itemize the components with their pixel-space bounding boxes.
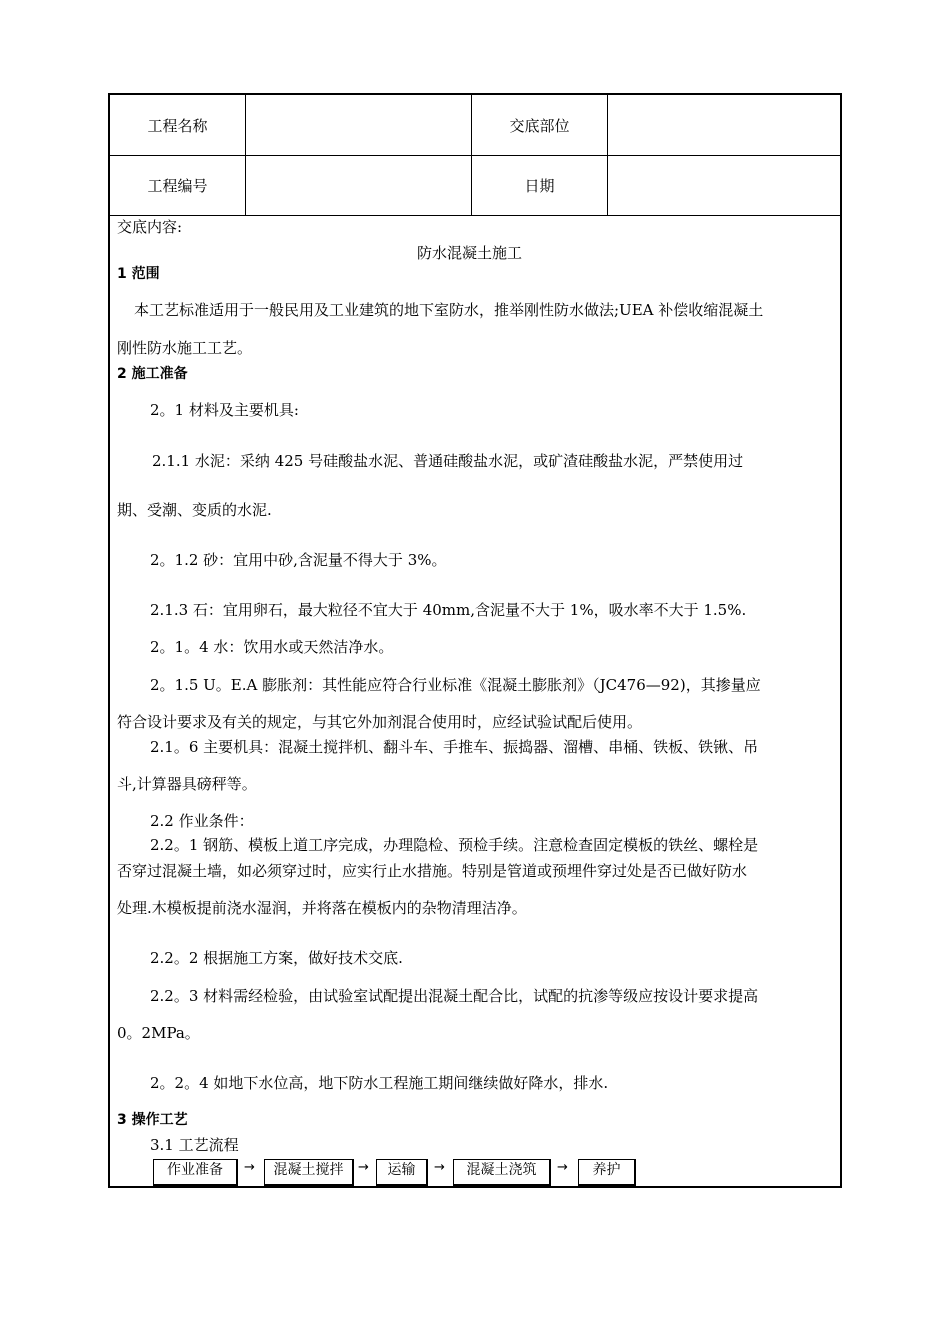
date-field[interactable]: [608, 155, 840, 215]
flow-arrow-icon: →: [358, 1160, 369, 1175]
flow-arrow-icon: →: [434, 1160, 445, 1175]
s211-line2: 期、受潮、变质的水泥.: [117, 501, 272, 519]
flow-step-transport: 运输: [376, 1159, 428, 1186]
s31-text: 3.1 工艺流程: [150, 1136, 239, 1154]
location-label: 交底部位: [472, 95, 608, 155]
section-1-heading: 1 范围: [117, 266, 160, 282]
s223-line2: 0。2MPa。: [117, 1024, 200, 1042]
s215-line2: 符合设计要求及有关的规定，与其它外加剂混合使用时，应经试验试配后使用。: [117, 713, 643, 731]
project-name-label: 工程名称: [110, 95, 246, 155]
project-name-field[interactable]: [246, 95, 472, 155]
s22-text: 2.2 作业条件：: [150, 812, 254, 830]
s1-para-line1: 本工艺标准适用于一般民用及工业建筑的地下室防水，推举刚性防水做法;UEA 补偿收缩混凝土: [134, 301, 764, 319]
s216-line1: 2.1。6 主要机具：混凝土搅拌机、翻斗车、手推车、振捣器、溜槽、串桶、铁板、铁锹、吊: [150, 738, 759, 756]
project-no-field[interactable]: [246, 155, 472, 215]
s215-line1: 2。1.5 U。E.A 膨胀剂：其性能应符合行业标准《混凝土膨胀剂》（JC476—92)，其掺量应: [150, 676, 761, 694]
flow-step-mixing: 混凝土搅拌: [264, 1159, 354, 1186]
s216-line2: 斗,计算器具磅秤等。: [117, 775, 257, 793]
section-3-heading: 3 操作工艺: [117, 1112, 188, 1128]
flow-step-curing: 养护: [578, 1159, 636, 1186]
location-field[interactable]: [608, 95, 840, 155]
s211-line1: 2.1.1 水泥：采纳 425 号硅酸盐水泥、普通硅酸盐水泥，或矿渣硅酸盐水泥，严禁使用过: [152, 452, 744, 470]
s221-line3: 处理.木模板提前浇水湿润，并将落在模板内的杂物清理洁净。: [117, 899, 527, 917]
flow-arrow-icon: →: [557, 1160, 568, 1175]
s212-text: 2。1.2 砂：宜用中砂,含泥量不得大于 3%。: [150, 551, 447, 569]
flow-step-prep: 作业准备: [153, 1159, 238, 1186]
doc-title: 防水混凝土施工: [417, 244, 523, 262]
section-2-heading: 2 施工准备: [117, 366, 188, 382]
header-row-1: [110, 95, 840, 156]
header-row-2: [110, 155, 840, 216]
s224-text: 2。2。4 如地下水位高，地下防水工程施工期间继续做好降水，排水.: [150, 1074, 609, 1092]
s21-text: 2。1 材料及主要机具:: [150, 401, 299, 419]
s213-text: 2.1.3 石：宜用卵石，最大粒径不宜大于 40mm,含泥量不大于 1%，吸水率不大于 1.5%.: [150, 601, 747, 619]
date-label: 日期: [472, 155, 608, 215]
project-no-label: 工程编号: [110, 155, 246, 215]
s222-text: 2.2。2 根据施工方案，做好技术交底.: [150, 949, 403, 967]
intro-label: 交底内容:: [117, 218, 183, 236]
s221-line1: 2.2。1 钢筋、模板上道工序完成，办理隐检、预检手续。注意检查固定模板的铁丝、螺栓是: [150, 836, 759, 854]
flow-arrow-icon: →: [244, 1160, 255, 1175]
s223-line1: 2.2。3 材料需经检验，由试验室试配提出混凝土配合比，试配的抗渗等级应按设计要求提高: [150, 987, 759, 1005]
flow-step-pouring: 混凝土浇筑: [453, 1159, 551, 1186]
s214-text: 2。1。4 水：饮用水或天然洁净水。: [150, 638, 394, 656]
s221-line2: 否穿过混凝土墙，如必须穿过时，应实行止水措施。特别是管道或预埋件穿过处是否已做好防水: [117, 862, 748, 880]
s1-para-line2: 刚性防水施工工艺。: [117, 339, 253, 357]
